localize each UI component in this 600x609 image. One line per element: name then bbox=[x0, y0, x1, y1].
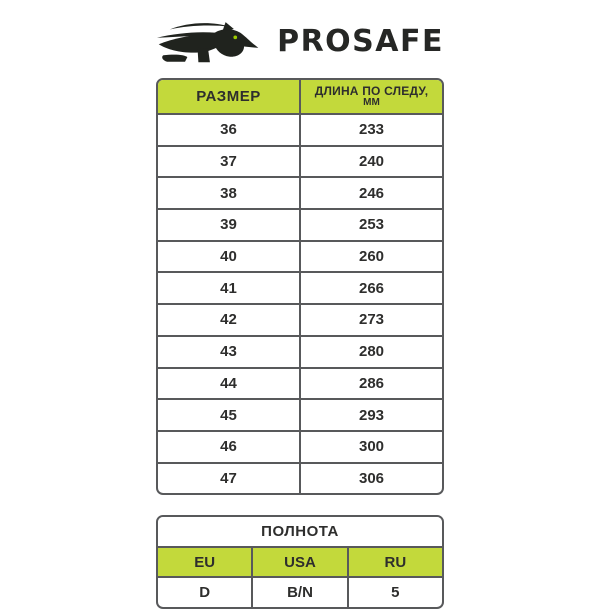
ru-column-header: RU bbox=[348, 547, 443, 577]
size-table-header-row bbox=[157, 79, 443, 114]
usa-value-cell: B/N bbox=[252, 577, 347, 608]
size-column-header: РАЗМЕР bbox=[157, 79, 300, 114]
length-cell: 260 bbox=[300, 241, 443, 273]
length-header-line1: ДЛИНА ПО СЛЕДУ, bbox=[314, 84, 429, 98]
width-table bbox=[156, 515, 444, 609]
size-chart-card bbox=[156, 0, 444, 609]
size-cell: 39 bbox=[157, 209, 300, 241]
eu-column-header: EU bbox=[157, 547, 252, 577]
length-column-header bbox=[300, 79, 443, 114]
width-table-value-row bbox=[157, 577, 443, 608]
table-row bbox=[157, 368, 443, 400]
length-header-line2: ММ bbox=[363, 97, 380, 108]
table-row bbox=[157, 399, 443, 431]
size-cell: 36 bbox=[157, 114, 300, 146]
table-row bbox=[157, 431, 443, 463]
length-cell: 246 bbox=[300, 177, 443, 209]
width-table-title-row bbox=[157, 516, 443, 547]
table-row bbox=[157, 114, 443, 146]
size-cell: 38 bbox=[157, 177, 300, 209]
table-row bbox=[157, 272, 443, 304]
brand-header bbox=[156, 13, 444, 69]
table-row bbox=[157, 304, 443, 336]
table-row bbox=[157, 336, 443, 368]
size-cell: 43 bbox=[157, 336, 300, 368]
size-cell: 42 bbox=[157, 304, 300, 336]
table-row bbox=[157, 241, 443, 273]
size-cell: 44 bbox=[157, 368, 300, 400]
size-cell: 37 bbox=[157, 146, 300, 178]
length-cell: 306 bbox=[300, 463, 443, 495]
size-cell: 40 bbox=[157, 241, 300, 273]
ru-value-cell: 5 bbox=[348, 577, 443, 608]
width-table-header-row bbox=[157, 547, 443, 577]
usa-column-header: USA bbox=[252, 547, 347, 577]
width-table-frame bbox=[156, 515, 444, 609]
length-cell: 293 bbox=[300, 399, 443, 431]
length-cell: 280 bbox=[300, 336, 443, 368]
size-cell: 46 bbox=[157, 431, 300, 463]
length-cell: 253 bbox=[300, 209, 443, 241]
rhino-icon bbox=[156, 14, 262, 68]
length-cell: 300 bbox=[300, 431, 443, 463]
size-cell: 45 bbox=[157, 399, 300, 431]
width-table-title: ПОЛНОТА bbox=[157, 516, 443, 547]
length-cell: 240 bbox=[300, 146, 443, 178]
brand-wordmark: PROSAFE bbox=[277, 23, 444, 59]
rhino-eye bbox=[233, 35, 237, 39]
size-cell: 47 bbox=[157, 463, 300, 495]
table-row bbox=[157, 177, 443, 209]
length-cell: 273 bbox=[300, 304, 443, 336]
table-row bbox=[157, 463, 443, 495]
length-cell: 266 bbox=[300, 272, 443, 304]
length-cell: 286 bbox=[300, 368, 443, 400]
size-cell: 41 bbox=[157, 272, 300, 304]
eu-value-cell: D bbox=[157, 577, 252, 608]
length-cell: 233 bbox=[300, 114, 443, 146]
table-row bbox=[157, 146, 443, 178]
size-table bbox=[156, 78, 444, 495]
table-row bbox=[157, 209, 443, 241]
size-table-frame bbox=[156, 78, 444, 495]
